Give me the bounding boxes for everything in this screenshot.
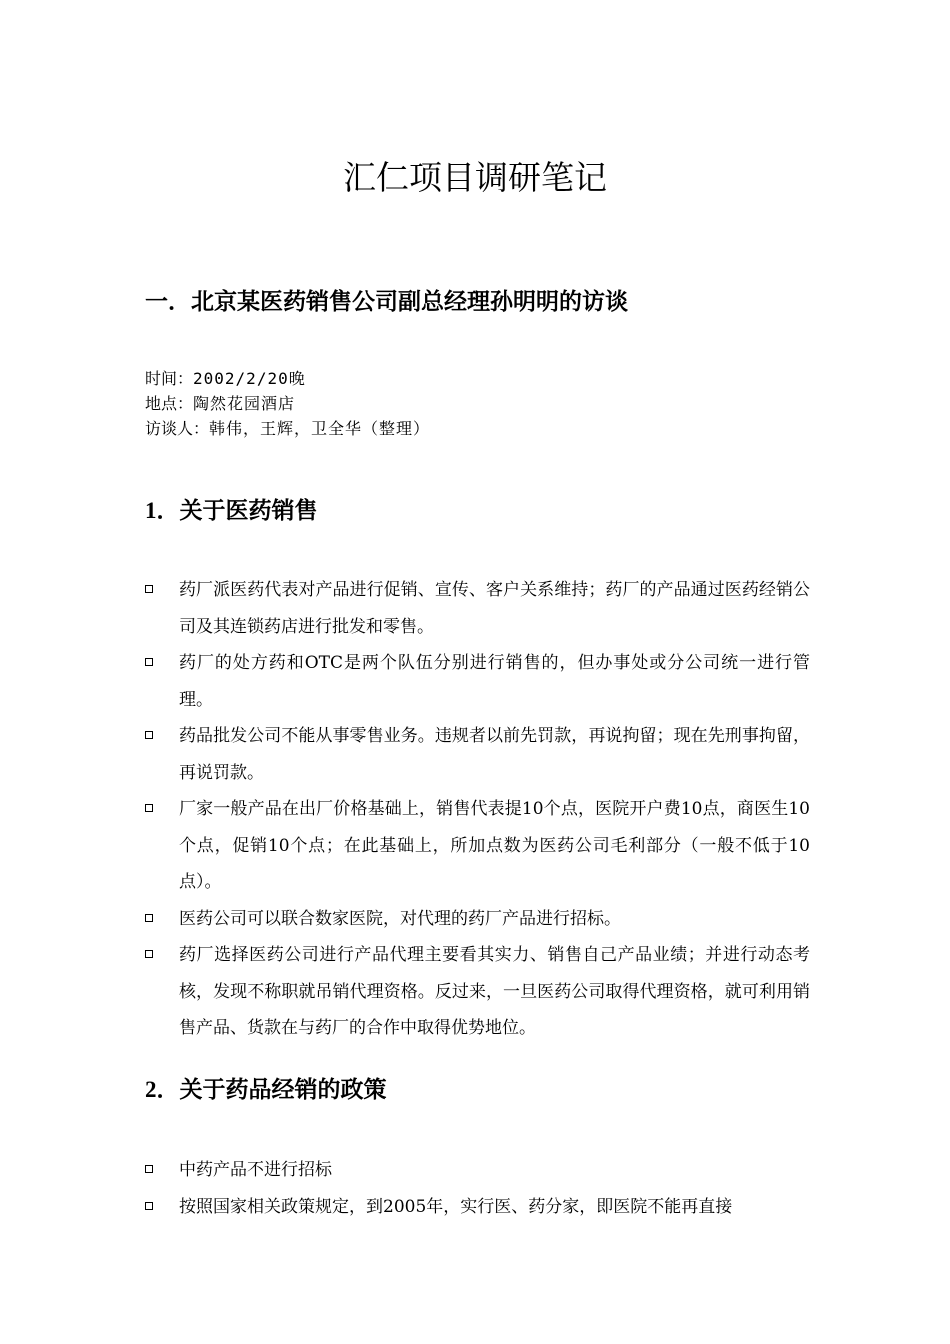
square-bullet-icon — [145, 731, 153, 739]
list-item — [145, 645, 810, 718]
meta-interviewer-row — [145, 416, 430, 441]
list-item-text: 药厂选择医药公司进行产品代理主要看其实力、销售自己产品业绩；并进行动态考核，发现不称职就吊销代理资格。反过来，一旦医药公司取得代理资格，就可利用销售产品、货款在与药厂的合作中取得优势地位。 — [179, 945, 810, 1038]
subsection-number: 2． — [145, 1077, 180, 1102]
list-item-text: 厂家一般产品在出厂价格基础上，销售代表提10个点，医院开户费10点，商医生10个点，促销10个点；在此基础上，所加点数为医药公司毛利部分（一般不低于10点）。 — [179, 799, 810, 892]
list-item — [145, 718, 810, 791]
meta-interviewer-value: 韩伟，王辉，卫全华（整理） — [209, 419, 431, 438]
list-item — [145, 1152, 810, 1189]
list-item-text: 药厂的处方药和OTC是两个队伍分别进行销售的，但办事处或分公司统一进行管理。 — [179, 653, 810, 710]
meta-time-row — [145, 366, 430, 391]
document-title: 汇仁项目调研笔记 — [343, 158, 607, 197]
interview-meta — [145, 366, 430, 441]
meta-place-label: 地点： — [145, 394, 194, 413]
square-bullet-icon — [145, 1202, 153, 1210]
section-heading: 一．北京某医药销售公司副总经理孙明明的访谈 — [145, 289, 628, 315]
square-bullet-icon — [145, 914, 153, 922]
list-item — [145, 901, 810, 938]
subsection-heading-2 — [145, 1072, 387, 1108]
square-bullet-icon — [145, 804, 153, 812]
meta-time-label: 时间： — [145, 369, 194, 388]
meta-interviewer-label: 访谈人： — [145, 419, 210, 438]
subsection-1-list — [145, 572, 810, 1047]
meta-time-value: 2002/2/20晚 — [193, 369, 306, 388]
square-bullet-icon — [145, 950, 153, 958]
meta-place-value: 陶然花园酒店 — [193, 394, 296, 413]
list-item — [145, 572, 810, 645]
subsection-title: 关于药品经销的政策 — [179, 1076, 387, 1103]
list-item — [145, 937, 810, 1047]
subsection-2-list — [145, 1152, 810, 1225]
subsection-heading-1 — [145, 493, 318, 529]
list-item-text: 药厂派医药代表对产品进行促销、宣传、客户关系维持；药厂的产品通过医药经销公司及其连锁药店进行批发和零售。 — [179, 580, 810, 637]
subsection-title: 关于医药销售 — [179, 497, 318, 524]
square-bullet-icon — [145, 658, 153, 666]
list-item-text: 药品批发公司不能从事零售业务。违规者以前先罚款，再说拘留；现在先刑事拘留，再说罚款。 — [179, 726, 810, 783]
list-item-text: 中药产品不进行招标 — [179, 1160, 332, 1180]
square-bullet-icon — [145, 1165, 153, 1173]
meta-place-row — [145, 391, 430, 416]
subsection-number: 1． — [145, 498, 180, 523]
list-item-text: 医药公司可以联合数家医院，对代理的药厂产品进行招标。 — [179, 908, 621, 929]
list-item — [145, 791, 810, 901]
list-item-text: 按照国家相关政策规定，到2005年，实行医、药分家，即医院不能再直接 — [179, 1196, 733, 1217]
list-item — [145, 1189, 810, 1226]
square-bullet-icon — [145, 585, 153, 593]
